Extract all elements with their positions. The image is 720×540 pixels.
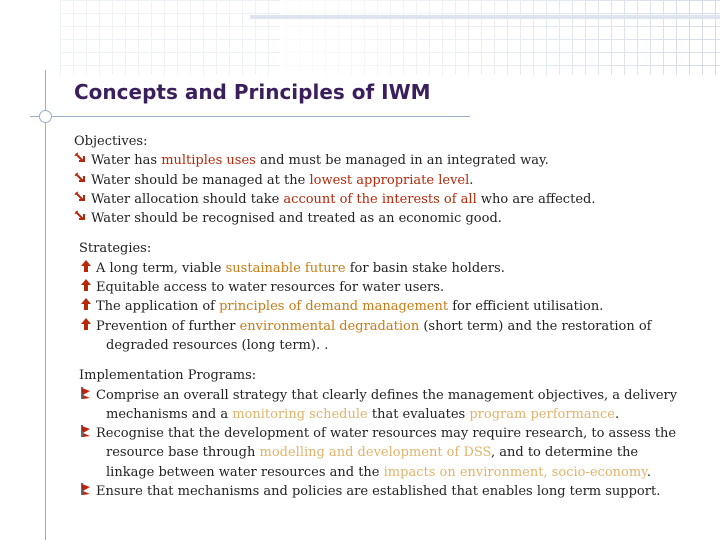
down-right-arrow-icon <box>74 190 89 210</box>
strategy-item: A long term, viable sustainable future for basin stake holders. <box>79 259 704 278</box>
up-arrow-icon <box>79 259 94 279</box>
highlight-text: sustainable future <box>225 260 346 276</box>
strategy-item: The application of principles of demand management for efficient utilisation. <box>79 297 704 316</box>
background-grid-left <box>60 0 280 75</box>
implementation-section <box>74 366 704 501</box>
highlight-text: monitoring schedule <box>232 406 368 422</box>
red-flag-icon <box>79 424 94 444</box>
objective-item: Water allocation should take account of the interests of all who are affected. <box>74 190 704 209</box>
highlight-text: lowest appropriate level <box>309 172 470 188</box>
red-flag-icon <box>79 386 94 406</box>
highlight-text: multiples uses <box>161 153 256 169</box>
highlight-text: impacts on environment, socio-economy <box>383 464 647 480</box>
implementation-heading: Implementation Programs: <box>79 368 257 384</box>
up-arrow-icon <box>79 297 94 317</box>
highlight-text: account of the interests of all <box>283 191 477 207</box>
horizontal-rule <box>30 116 470 117</box>
objectives-heading: Objectives: <box>74 134 148 149</box>
decorative-bar <box>250 15 720 19</box>
implementation-item: Comprise an overall strategy that clearly defines the management objectives, a delivery mechanisms and a monitoring schedule that evaluates program performance. <box>79 386 704 425</box>
red-flag-icon <box>79 482 94 502</box>
objective-item: Water has multiples uses and must be managed in an integrated way. <box>74 151 704 170</box>
up-arrow-icon <box>79 317 94 337</box>
objectives-section <box>74 132 704 228</box>
slide-body <box>74 132 704 501</box>
strategy-item: Prevention of further environmental degradation (short term) and the restoration of degraded resources (long term). . <box>79 317 704 356</box>
objective-item: Water should be managed at the lowest appropriate level. <box>74 171 704 190</box>
strategies-section <box>74 239 704 355</box>
strategy-item: Equitable access to water resources for water users. <box>79 278 704 297</box>
objective-item: Water should be recognised and treated as an economic good. <box>74 209 704 228</box>
down-right-arrow-icon <box>74 171 89 191</box>
highlight-text: principles of demand management <box>219 299 449 315</box>
implementation-item: Ensure that mechanisms and policies are established that enables long term support. <box>79 482 704 501</box>
rule-circle-marker <box>39 110 52 123</box>
down-right-arrow-icon <box>74 151 89 171</box>
down-right-arrow-icon <box>74 209 89 229</box>
background-grid <box>260 0 720 75</box>
vertical-rule <box>45 70 46 540</box>
highlight-text: program performance <box>469 406 615 422</box>
highlight-text: environmental degradation <box>239 318 420 334</box>
implementation-item: Recognise that the development of water resources may require research, to assess the resource base through modelling and development of DSS, and to determine the linkage between water resources and the impacts on environment, socio-economy. <box>79 424 704 482</box>
strategies-heading: Strategies: <box>79 241 152 257</box>
up-arrow-icon <box>79 278 94 298</box>
highlight-text: modelling and development of DSS <box>259 445 491 461</box>
slide-title: Concepts and Principles of IWM <box>74 80 431 104</box>
